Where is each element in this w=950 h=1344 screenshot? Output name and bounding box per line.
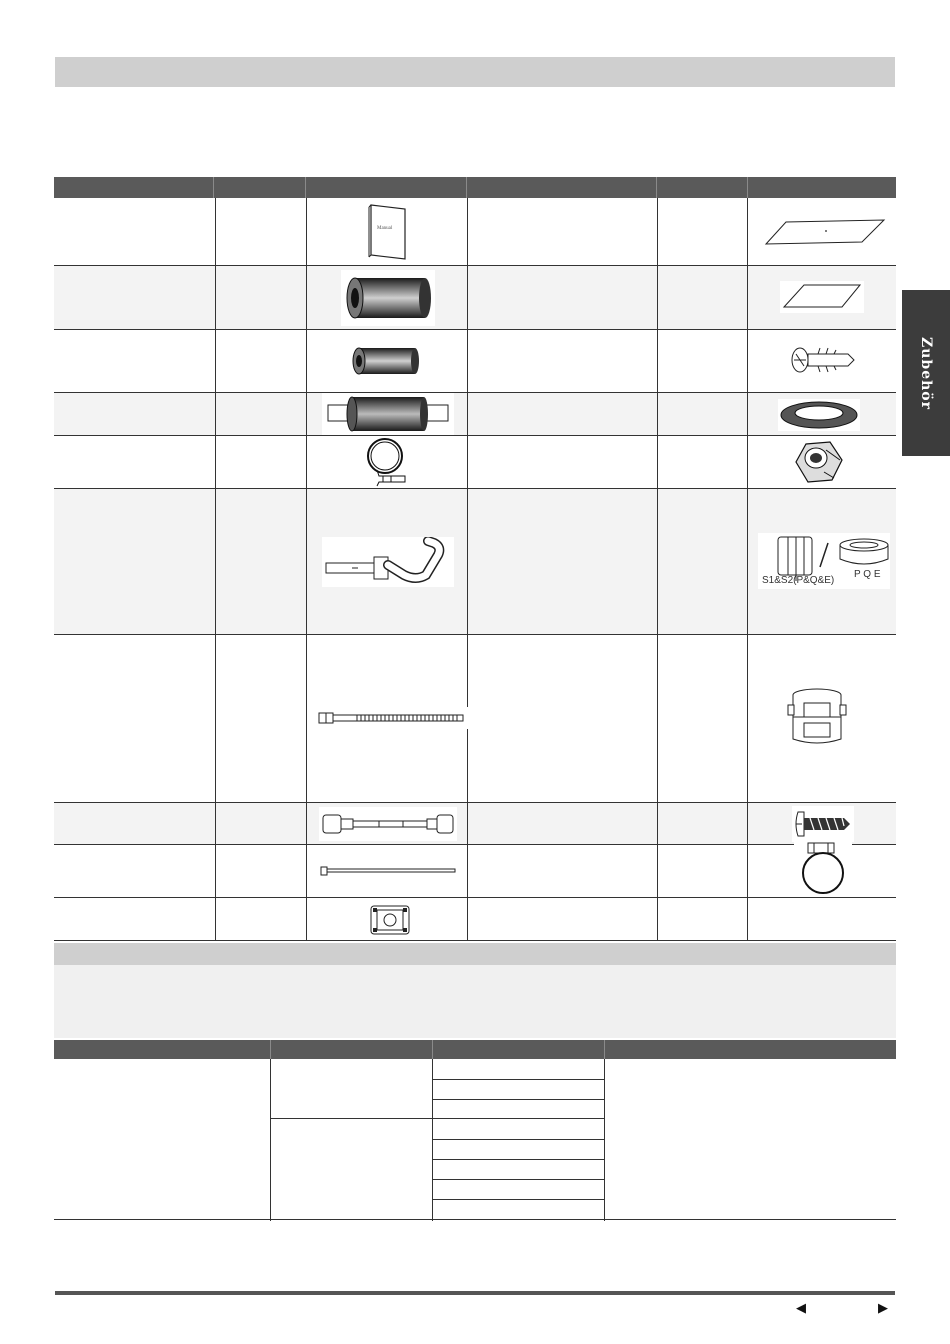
specification-table-header <box>54 1040 896 1059</box>
table-row <box>54 393 896 436</box>
table-row <box>54 266 896 330</box>
footer-rule <box>55 1291 895 1295</box>
flat-pad-icon <box>780 281 864 313</box>
accessories-table-header <box>54 177 896 198</box>
table-row <box>54 489 896 635</box>
table-row <box>54 635 896 803</box>
cable-tie-long-icon <box>317 707 469 729</box>
svg-text:Manual: Manual <box>377 226 393 231</box>
cable-tie-short-icon <box>319 863 459 879</box>
next-page-icon[interactable]: ▶ <box>878 1300 888 1315</box>
previous-page-icon[interactable]: ◀ <box>796 1300 806 1315</box>
side-tab-label: Zubehör <box>918 336 934 410</box>
section-side-tab[interactable] <box>902 290 950 456</box>
hex-nut-icon <box>794 438 844 486</box>
specification-table <box>54 1059 896 1221</box>
table-row <box>54 330 896 393</box>
drain-pipe-icon <box>322 537 454 587</box>
svg-text:P Q E: P Q E <box>854 569 881 580</box>
table-row <box>54 803 896 845</box>
note-header-bar <box>54 943 896 965</box>
insulation-sleeve-large-icon <box>341 270 435 326</box>
table-row <box>54 845 896 898</box>
cover-plate-icon <box>762 216 886 248</box>
ferrite-core-icon <box>784 685 850 751</box>
pipe-joint-insulation-icon <box>322 393 454 435</box>
expansion-bolt-icon <box>788 340 858 382</box>
table-row <box>54 198 896 266</box>
insulation-sleeve-small-icon <box>347 342 427 380</box>
table-row <box>54 898 896 941</box>
screw-icon <box>792 806 854 842</box>
note-body-box <box>54 965 896 1038</box>
connecting-pipe-icon <box>319 807 457 841</box>
table-row <box>54 436 896 489</box>
manual-booklet-icon <box>363 200 411 262</box>
hose-clamp-icon <box>361 436 415 488</box>
svg-text:S1&S2(P&Q&E): S1&S2(P&Q&E) <box>762 575 835 586</box>
magnetic-ring-icon <box>758 533 890 589</box>
ring-gasket-icon <box>778 399 860 431</box>
section-title-bar <box>55 57 895 87</box>
mounting-plate-icon <box>367 902 413 938</box>
small-clamp-icon <box>794 839 852 897</box>
